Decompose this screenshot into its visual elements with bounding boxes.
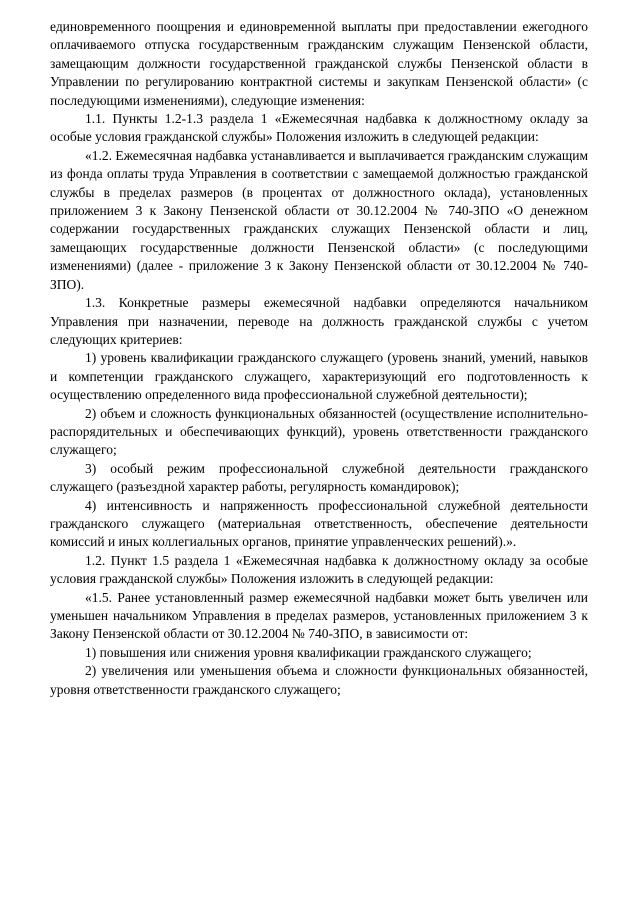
paragraph-continuation-amendment-intro: единовременного поощрения и единовременной выплаты при предоставлении ежегодного оплачиваемого отпуска государственным гражданским служащим Пензенской области, замещающим должности государственной гражданской службы Пензенской области в Управлении по регулированию контрактной системы и закупкам Пензенской области» (с последующими изменениями), следующие изменения:	[50, 19, 588, 108]
paragraph-clause-1-3: 1.3. Конкретные размеры ежемесячной надбавки определяются начальником Управления при назначении, переводе на должность гражданской службы с учетом следующих критериев:	[50, 295, 588, 347]
paragraph-criterion-2: 2) объем и сложность функциональных обязанностей (осуществление исполнительно-распорядительных и обеспечивающих функций), уровень ответственности гражданского служащего;	[50, 405, 588, 458]
paragraph-criterion-3: 3) особый режим профессиональной служебной деятельности гражданского служащего (разъездной характер работы, регулярность командировок);	[50, 460, 588, 495]
paragraph-condition-2: 2) увеличения или уменьшения объема и сложности функциональных обязанностей, уровня ответственности гражданского служащего;	[50, 663, 588, 697]
paragraph-clause-1-2: «1.2. Ежемесячная надбавка устанавливается и выплачивается гражданским служащим из фонда оплаты труда Управления в соответствии с замещаемой должностью гражданской службы в пределах размеров (в процентах от должностного оклада), установленных приложением 3 к Закону Пензенской области от 30.12.2004 № 740-ЗПО «О денежном содержании государственных гражданских служащих Пензенской области и лиц, замещающих государственные должности Пензенской области» (с последующими изменениями) (далее - приложение 3 к Закону Пензенской области от 30.12.2004 № 740-ЗПО).	[50, 147, 588, 292]
document-page	[50, 18, 588, 699]
paragraph-1-2-point-1-5: 1.2. Пункт 1.5 раздела 1 «Ежемесячная надбавка к должностному окладу за особые условия гражданской службы» Положения изложить в следующей редакции:	[50, 552, 588, 587]
paragraph-criterion-1: 1) уровень квалификации гражданского служащего (уровень знаний, умений, навыков и компетенции гражданского служащего, характеризующий его подготовленность к осуществлению определенного вида профессиональной служебной деятельности);	[50, 350, 588, 403]
paragraph-clause-1-5: «1.5. Ранее установленный размер ежемесячной надбавки может быть увеличен или уменьшен начальником Управления в пределах размеров, установленных приложением 3 к Закону Пензенской области от 30.12.2004 № 740-ЗПО, в зависимости от:	[50, 589, 588, 642]
paragraph-criterion-4: 4) интенсивность и напряженность профессиональной служебной деятельности гражданского служащего (материальная ответственность, обеспечение деятельности комиссий и иных коллегиальных органов, принятие управленческих решений).».	[50, 497, 588, 550]
paragraph-1-1-points-1-2-1-3: 1.1. Пункты 1.2-1.3 раздела 1 «Ежемесячная надбавка к должностному окладу за особые условия гражданской службы» Положения изложить в следующей редакции:	[50, 111, 588, 145]
paragraph-condition-1: 1) повышения или снижения уровня квалификации гражданского служащего;	[85, 644, 532, 660]
